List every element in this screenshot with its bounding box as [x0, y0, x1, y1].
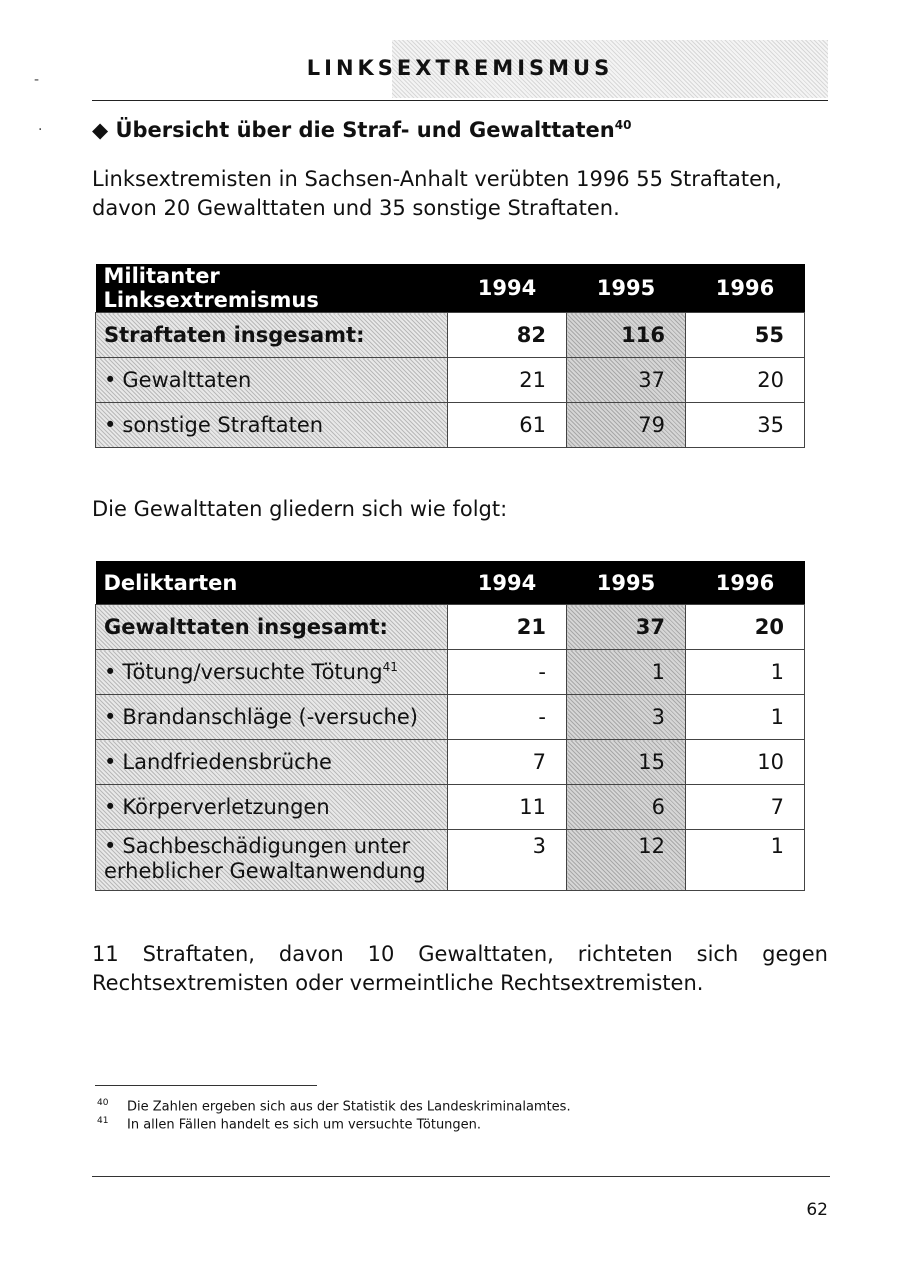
cell-1996: 1	[686, 650, 805, 695]
transition-paragraph: Die Gewalttaten gliedern sich wie folgt:	[92, 497, 508, 521]
bullet-icon: •	[104, 750, 117, 774]
table-header-year: 1994	[448, 561, 567, 605]
row-label-text: Straftaten insgesamt:	[104, 323, 365, 347]
row-label	[96, 650, 448, 695]
bullet-icon: •	[104, 834, 117, 858]
cell-1996: 20	[686, 358, 805, 403]
delikt-table	[95, 561, 805, 891]
militant-table	[95, 264, 805, 448]
table-row	[96, 313, 805, 358]
cell-1994: -	[448, 650, 567, 695]
cell-1996: 20	[686, 605, 805, 650]
cell-1995: 116	[567, 313, 686, 358]
table-header-label: Deliktarten	[96, 561, 448, 605]
table-header-year: 1995	[567, 561, 686, 605]
cell-1994: 21	[448, 358, 567, 403]
table-row	[96, 695, 805, 740]
footnote-ref: 40	[614, 118, 632, 132]
row-label-text: Gewalttaten insgesamt:	[104, 615, 388, 639]
page-header	[92, 40, 828, 101]
cell-1996: 10	[686, 740, 805, 785]
footnote-text: Die Zahlen ergeben sich aus der Statistik des Landeskriminalamtes.	[127, 1099, 571, 1115]
cell-1996: 1	[686, 695, 805, 740]
footnote	[97, 1116, 481, 1132]
margin-mark: ·	[38, 122, 43, 138]
bullet-icon: •	[104, 705, 117, 729]
cell-1994: -	[448, 695, 567, 740]
table-header-label: Militanter Linksextremismus	[96, 264, 448, 313]
cell-1994: 11	[448, 785, 567, 830]
table-row	[96, 830, 805, 891]
cell-1994: 61	[448, 403, 567, 448]
cell-1995: 3	[567, 695, 686, 740]
table-row	[96, 740, 805, 785]
row-label-text: Körperverletzungen	[122, 795, 330, 819]
bottom-divider	[92, 1176, 830, 1177]
row-label	[96, 830, 448, 891]
row-label	[96, 695, 448, 740]
diamond-bullet-icon: ◆	[92, 118, 109, 142]
table-row	[96, 605, 805, 650]
bullet-icon: •	[104, 795, 117, 819]
footnote-divider	[95, 1085, 317, 1086]
cell-1996: 7	[686, 785, 805, 830]
row-label-text: Sachbeschädigungen unter erheblicher Gewaltanwendung	[104, 834, 426, 883]
cell-1995: 79	[567, 403, 686, 448]
cell-1996: 55	[686, 313, 805, 358]
row-label-text: Tötung/versuchte Tötung	[122, 660, 383, 684]
intro-paragraph: Linksextremisten in Sachsen-Anhalt verübten 1996 55 Straftaten, davon 20 Gewalttaten und 35 sonstige Straftaten.	[92, 167, 782, 220]
bullet-icon: •	[104, 660, 117, 684]
section-title-text: Übersicht über die Straf- und Gewalttaten	[115, 118, 615, 142]
page-header-title: LINKSEXTREMISMUS	[306, 56, 614, 80]
row-label	[96, 785, 448, 830]
section-title	[92, 118, 631, 142]
table-row	[96, 403, 805, 448]
cell-1994: 7	[448, 740, 567, 785]
row-label-text: Landfriedensbrüche	[122, 750, 332, 774]
table-header-year: 1994	[448, 264, 567, 313]
footnote-ref: 41	[382, 660, 398, 674]
footnote-text: In allen Fällen handelt es sich um versuchte Tötungen.	[127, 1117, 482, 1133]
cell-1995: 12	[567, 830, 686, 891]
cell-1994: 3	[448, 830, 567, 891]
footnote	[97, 1098, 571, 1114]
row-label	[96, 605, 448, 650]
footnote-number: 41	[97, 1116, 109, 1126]
row-label	[96, 313, 448, 358]
closing-paragraph: 11 Straftaten, davon 10 Gewalttaten, richteten sich gegen Rechtsextremisten oder vermeintliche Rechtsextremisten.	[92, 942, 828, 995]
row-label-text: Brandanschläge (-versuche)	[122, 705, 418, 729]
row-label-text: sonstige Straftaten	[122, 413, 324, 437]
table-header-year: 1995	[567, 264, 686, 313]
cell-1995: 6	[567, 785, 686, 830]
row-label-text: Gewalttaten	[122, 368, 252, 392]
page-number: 62	[806, 1200, 828, 1220]
cell-1995: 37	[567, 605, 686, 650]
cell-1994: 21	[448, 605, 567, 650]
cell-1995: 37	[567, 358, 686, 403]
cell-1994: 82	[448, 313, 567, 358]
margin-mark: -	[34, 72, 40, 88]
table-header-year: 1996	[686, 561, 805, 605]
row-label	[96, 358, 448, 403]
table-row	[96, 785, 805, 830]
table-header-year: 1996	[686, 264, 805, 313]
bullet-icon: •	[104, 413, 117, 437]
table-row	[96, 358, 805, 403]
cell-1996: 1	[686, 830, 805, 891]
cell-1996: 35	[686, 403, 805, 448]
cell-1995: 15	[567, 740, 686, 785]
cell-1995: 1	[567, 650, 686, 695]
table-row	[96, 650, 805, 695]
row-label	[96, 740, 448, 785]
footnote-number: 40	[97, 1098, 109, 1108]
row-label	[96, 403, 448, 448]
bullet-icon: •	[104, 368, 117, 392]
